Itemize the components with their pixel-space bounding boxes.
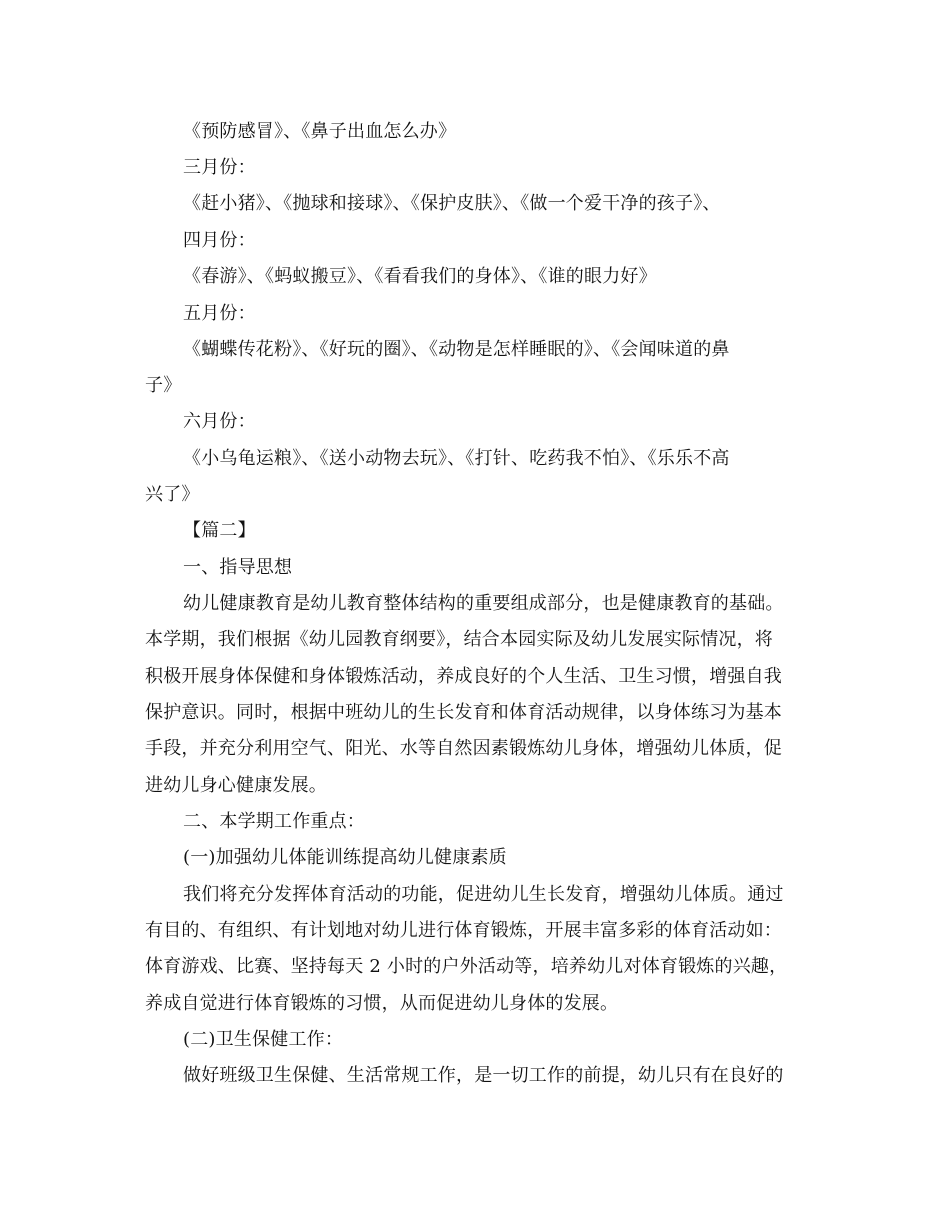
section-heading: 二、本学期工作重点： [183,811,365,832]
section-heading: 【篇二】 [183,520,256,541]
month-heading: 六月份： [183,411,256,432]
text-line: 《赶小猪》、《抛球和接球》、《保护皮肤》、《做一个爱干净的孩子》、 [183,193,721,214]
text-line: 兴了》 [145,484,200,505]
text-line: 《蝴蝶传花粉》、《好玩的圈》、《动物是怎样睡眠的》、《会闻味道的鼻 [183,339,730,360]
paragraph-line: 进幼儿身心健康发展。 [145,775,327,796]
text-line: 子》 [145,375,182,396]
paragraph-line: 手段，并充分利用空气、阳光、水等自然因素锻炼幼儿身体，增强幼儿体质，促 [145,738,782,759]
paragraph-line: 做好班级卫生保健、生活常规工作，是一切工作的前提，幼儿只有在良好的 [183,1065,784,1086]
text-line: 《预防感冒》、《鼻子出血怎么办》 [183,121,457,142]
paragraph-line: 我们将充分发挥体育活动的功能，促进幼儿生长发育，增强幼儿体质。通过 [183,884,784,905]
paragraph-line: 有目的、有组织、有计划地对幼儿进行体育锻炼，开展丰富多彩的体育活动如： [145,920,782,941]
month-heading: 三月份： [183,157,256,178]
paragraph-line: 保护意识。同时，根据中班幼儿的生长发育和体育活动规律，以身体练习为基本 [145,702,782,723]
month-heading: 四月份： [183,230,256,251]
paragraph-line: 本学期，我们根据《幼儿园教育纲要》，结合本园实际及幼儿发展实际情况，将 [145,629,773,650]
paragraph-line: 养成自觉进行体育锻炼的习惯，从而促进幼儿身体的发展。 [145,993,619,1014]
paragraph-line: 体育游戏、比赛、坚持每天 2 小时的户外活动等，培养幼儿对体育锻炼的兴趣， [145,956,788,977]
paragraph-line: 积极开展身体保健和身体锻炼活动，养成良好的个人生活、卫生习惯，增强自我 [145,666,782,687]
subsection-heading: (一)加强幼儿体能训练提高幼儿健康素质 [183,847,507,868]
month-heading: 五月份： [183,303,256,324]
section-heading: 一、指导思想 [183,557,293,578]
subsection-heading: (二)卫生保健工作： [183,1029,344,1050]
text-line: 《春游》、《蚂蚁搬豆》、《看看我们的身体》、《谁的眼力好》 [183,266,657,287]
paragraph-line: 幼儿健康教育是幼儿教育整体结构的重要组成部分，也是健康教育的基础。 [183,593,784,614]
text-line: 《小乌龟运粮》、《送小动物去玩》、《打针、吃药我不怕》、《乐乐不高 [183,448,730,469]
